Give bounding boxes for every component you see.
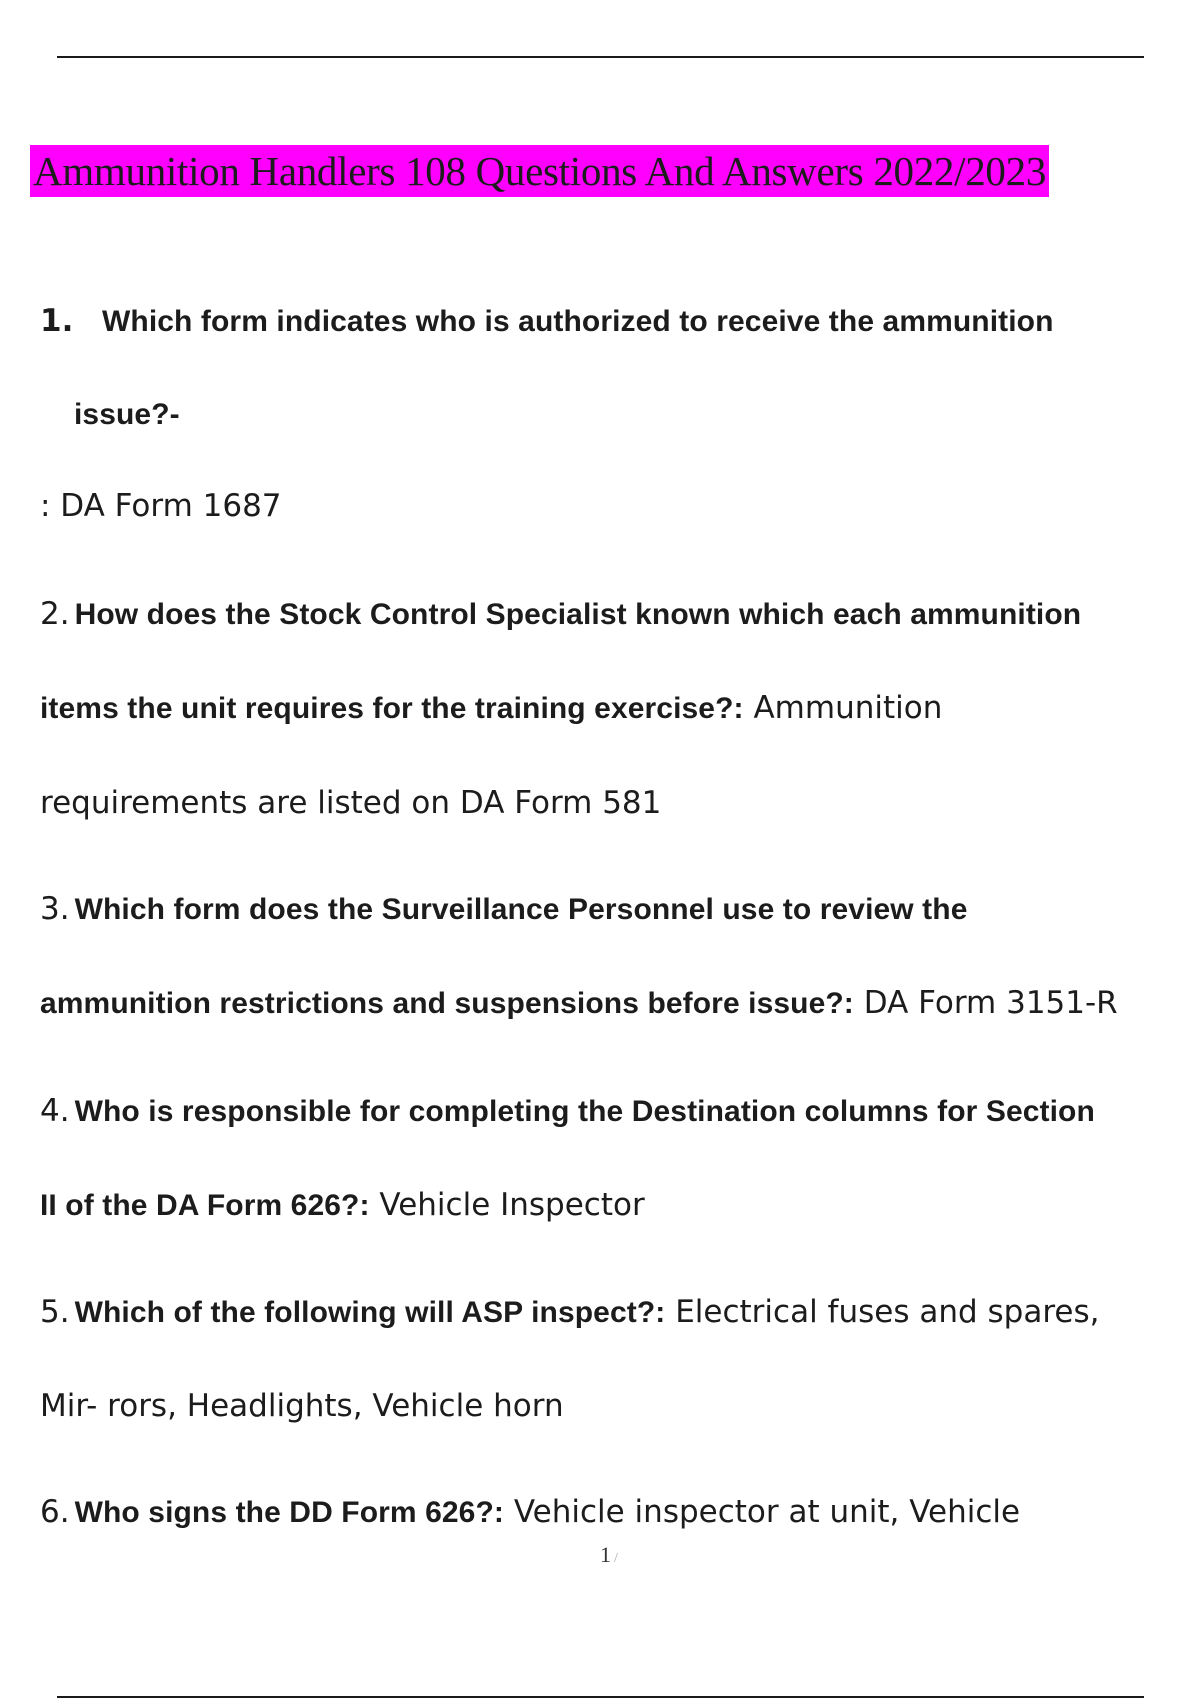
page-number-value: 1 — [600, 1542, 611, 1567]
answer-text: DA Form 3151-R — [853, 985, 1118, 1021]
question-text: Which of the following will ASP inspect?: — [74, 1296, 666, 1329]
question-text: Who signs the DD Form 626?: — [74, 1496, 504, 1529]
answer-text: Ammunition — [743, 690, 943, 726]
question-text: issue?- — [74, 398, 180, 431]
question-3-line-2 — [40, 983, 1118, 1024]
question-number: 1. — [40, 303, 74, 339]
answer-text: Vehicle inspector at unit, Vehicle — [503, 1494, 1021, 1530]
answer-text: Mir- rors, Headlights, Vehicle horn — [40, 1388, 564, 1424]
page-separator: / — [614, 1551, 618, 1566]
question-2-line-1 — [40, 594, 1081, 635]
document-title: Ammunition Handlers 108 Questions And Answers 2022/2023 — [30, 145, 1049, 197]
answer-text: Vehicle Inspector — [369, 1187, 645, 1223]
question-4-line-1 — [40, 1091, 1095, 1132]
question-number: 6. — [40, 1494, 70, 1530]
question-text: How does the Stock Control Specialist known which each ammunition — [74, 598, 1082, 631]
question-number: 2. — [40, 596, 70, 632]
question-text: ammunition restrictions and suspensions before issue?: — [40, 987, 854, 1020]
question-text: Which form does the Surveillance Personnel use to review the — [74, 893, 968, 926]
question-5-line-1 — [40, 1292, 1099, 1333]
question-6-line-1 — [40, 1492, 1020, 1533]
question-text: Which form indicates who is authorized to receive the ammunition — [102, 305, 1054, 338]
question-4-line-2 — [40, 1185, 645, 1226]
question-text: Who is responsible for completing the Destination columns for Section — [74, 1095, 1095, 1128]
answer-text: Electrical fuses and spares, — [665, 1294, 1100, 1330]
question-3-line-1 — [40, 889, 967, 930]
question-text: items the unit requires for the training exercise?: — [40, 692, 744, 725]
question-2-line-3 — [40, 783, 661, 823]
question-number: 4. — [40, 1093, 70, 1129]
question-5-line-2 — [40, 1386, 564, 1426]
question-1-line-1 — [40, 301, 1054, 342]
question-text: II of the DA Form 626?: — [40, 1189, 370, 1222]
answer-text: : DA Form 1687 — [40, 488, 282, 524]
page-number — [600, 1542, 618, 1568]
top-rule — [57, 56, 1144, 58]
question-number: 5. — [40, 1294, 70, 1330]
question-1-line-2 — [74, 394, 180, 435]
answer-text: requirements are listed on DA Form 581 — [40, 785, 662, 821]
bottom-rule — [57, 1696, 1144, 1698]
question-2-line-2 — [40, 688, 942, 729]
question-1-answer — [40, 486, 282, 526]
question-number: 3. — [40, 891, 70, 927]
